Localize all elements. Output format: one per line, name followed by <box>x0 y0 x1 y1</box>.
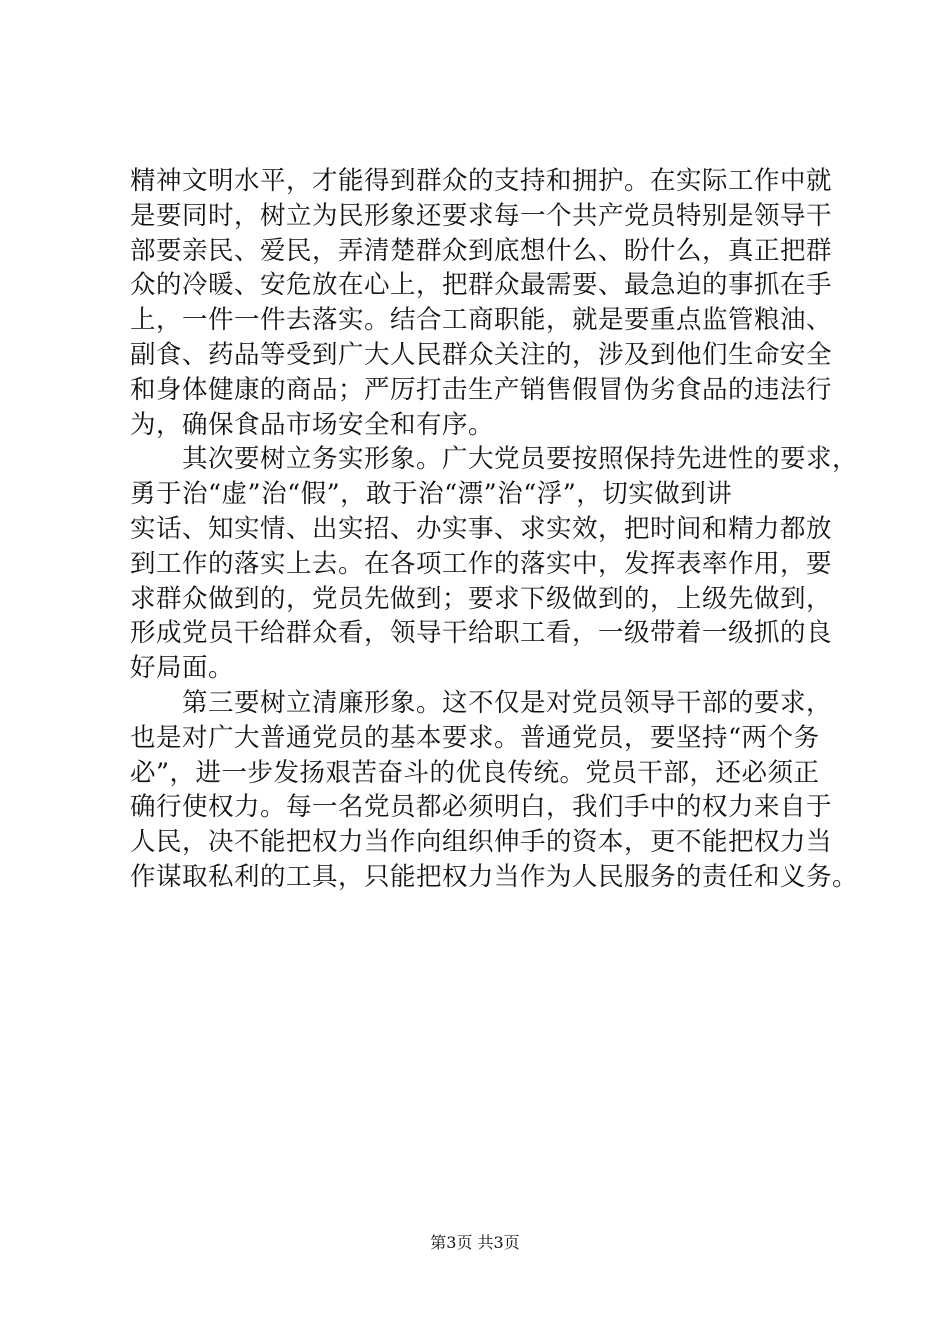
text-line: 到工作的落实上去。在各项工作的落实中，发挥表率作用，要 <box>130 548 833 579</box>
text-line: 其次要树立务实形象。广大党员要按照保持先进性的要求， <box>130 444 859 475</box>
text-line: 精神文明水平，才能得到群众的支持和拥护。在实际工作中就 <box>130 166 833 196</box>
text-line: 人民，决不能把权力当作向组织伸手的资本，更不能把权力当 <box>130 827 833 858</box>
text-line: 和身体健康的商品；严厉打击生产销售假冒伪劣食品的违法行 <box>130 374 833 405</box>
text-line: 实话、知实情、出实招、办实事、求实效，把时间和精力都放 <box>130 513 833 544</box>
text-line: 也是对广大普通党员的基本要求。普通党员，要坚持“两个务 <box>130 722 820 753</box>
text-line: 形成党员干给群众看，领导干给职工看，一级带着一级抓的良 <box>130 618 833 649</box>
text-line: 部要亲民、爱民，弄清楚群众到底想什么、盼什么，真正把群 <box>130 235 833 266</box>
text-line: 必”，进一步发扬艰苦奋斗的优良传统。党员干部，还必须正 <box>130 757 820 788</box>
text-line: 求群众做到的，党员先做到；要求下级做到的，上级先做到， <box>130 583 833 614</box>
page-footer <box>0 1232 950 1254</box>
text-line: 确行使权力。每一名党员都必须明白，我们手中的权力来自于 <box>130 792 833 823</box>
text-line: 众的冷暖、安危放在心上，把群众最需要、最急迫的事抓在手 <box>130 270 833 301</box>
body-text <box>130 164 859 895</box>
text-line: 副食、药品等受到广大人民群众关注的，涉及到他们生命安全 <box>130 339 833 370</box>
text-line: 为，确保食品市场安全和有序。 <box>130 409 495 440</box>
page-number-label: 第3页 共3页 <box>430 1233 520 1252</box>
text-line: 作谋取私利的工具，只能把权力当作为人民服务的责任和义务。 <box>130 861 859 892</box>
text-line: 上，一件一件去落实。结合工商职能，就是要重点监管粮油、 <box>130 305 833 336</box>
text-line: 第三要树立清廉形象。这不仅是对党员领导干部的要求， <box>130 687 833 718</box>
text-line: 好局面。 <box>130 653 235 684</box>
text-line: 是要同时，树立为民形象还要求每一个共产党员特别是领导干 <box>130 200 833 231</box>
text-line: 勇于治“虚”治“假”，敢于治“漂”治“浮”，切实做到讲 <box>130 479 733 510</box>
